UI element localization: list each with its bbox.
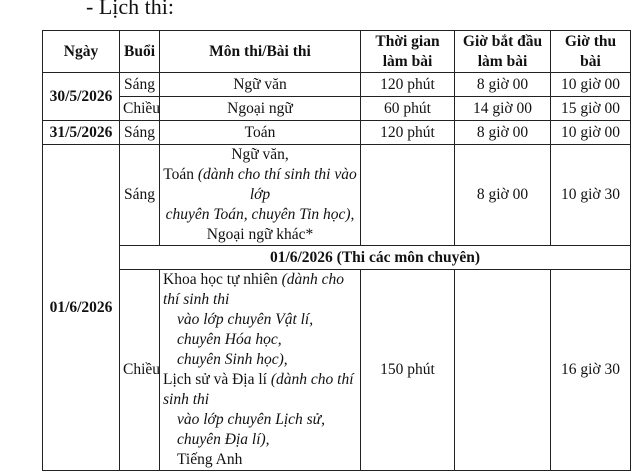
- session-cell: Sáng: [120, 121, 160, 145]
- session-cell: Sáng: [120, 73, 160, 97]
- subject-main: Khoa học tự nhiên: [163, 271, 278, 288]
- duration-cell: 120 phút: [361, 121, 455, 145]
- subject-line: Ngoại ngữ khác*: [206, 226, 314, 243]
- subject-line: Ngữ văn,: [231, 146, 289, 163]
- header-subject: Môn thi/Bài thi: [160, 31, 361, 73]
- subject-cell: Ngoại ngữ: [160, 97, 361, 121]
- header-start-line1: Giờ bắt đầu: [462, 32, 543, 50]
- table-header-row: [43, 31, 631, 73]
- session-cell: Chiều: [120, 270, 160, 471]
- end-cell: 10 giờ 30: [551, 145, 631, 246]
- header-end: [551, 31, 631, 73]
- subject-main: Toán: [163, 166, 194, 183]
- header-duration-line2: làm bài: [382, 52, 433, 70]
- subject-line: [163, 270, 357, 310]
- date-cell: 01/6/2026: [43, 145, 120, 471]
- duration-cell: [361, 145, 455, 246]
- header-duration-line1: Thời gian: [375, 32, 440, 50]
- subject-cell: Ngữ văn: [160, 73, 361, 97]
- date-cell: 31/5/2026: [43, 121, 120, 145]
- subject-line: [163, 165, 357, 205]
- end-cell: 10 giờ 00: [551, 73, 631, 97]
- table-row: [43, 73, 631, 97]
- subject-cell: [160, 145, 361, 246]
- subject-main: Lịch sử và Địa lí: [163, 371, 267, 388]
- session-cell: Sáng: [120, 145, 160, 246]
- table-row: [43, 97, 631, 121]
- session-cell: Chiều: [120, 97, 160, 121]
- subject-note-line: chuyên Toán, chuyên Tin học),: [165, 206, 355, 223]
- subject-note-line: vào lớp chuyên Vật lí, chuyên Hóa học,: [177, 311, 314, 348]
- subject-line: Tiếng Anh: [177, 451, 243, 468]
- subject-note: (dành cho thí sinh thi: [163, 371, 354, 408]
- header-start: [455, 31, 551, 73]
- end-cell: 15 giờ 00: [551, 97, 631, 121]
- section-header-row: [43, 246, 631, 270]
- date-cell: 30/5/2026: [43, 73, 120, 121]
- start-cell: 8 giờ 00: [455, 121, 551, 145]
- schedule-heading: - Lịch thi:: [86, 0, 174, 19]
- subject-note: (dành cho thí sinh thi vào lớp: [197, 166, 357, 203]
- header-date: Ngày: [43, 31, 120, 73]
- table-row: [43, 121, 631, 145]
- subject-line: [163, 370, 357, 410]
- table-row: [43, 270, 631, 471]
- specialized-exam-header: 01/6/2026 (Thi các môn chuyên): [120, 246, 631, 270]
- duration-cell: 150 phút: [361, 270, 455, 471]
- exam-schedule-table: [42, 30, 631, 471]
- header-start-line2: làm bài: [477, 52, 528, 70]
- subject-note-line: vào lớp chuyên Lịch sử, chuyên Địa lí),: [177, 411, 326, 448]
- start-cell: 14 giờ 00: [455, 97, 551, 121]
- subject-list: [163, 270, 357, 470]
- subject-cell: Toán: [160, 121, 361, 145]
- subject-note-line: chuyên Sinh học),: [177, 351, 288, 368]
- header-end-line1: Giờ thu: [564, 32, 617, 50]
- header-end-line2: bài: [580, 52, 601, 70]
- duration-cell: 60 phút: [361, 97, 455, 121]
- table-row: [43, 145, 631, 246]
- subject-note: (dành cho thí sinh thi: [163, 271, 345, 308]
- start-cell: 8 giờ 00: [455, 73, 551, 97]
- start-cell: 8 giờ 00: [455, 145, 551, 246]
- duration-cell: 120 phút: [361, 73, 455, 97]
- subject-cell: [160, 270, 361, 471]
- header-duration: [361, 31, 455, 73]
- end-cell: 10 giờ 00: [551, 121, 631, 145]
- header-session: Buổi: [120, 31, 160, 73]
- start-cell: [455, 270, 551, 471]
- end-cell: 16 giờ 30: [551, 270, 631, 471]
